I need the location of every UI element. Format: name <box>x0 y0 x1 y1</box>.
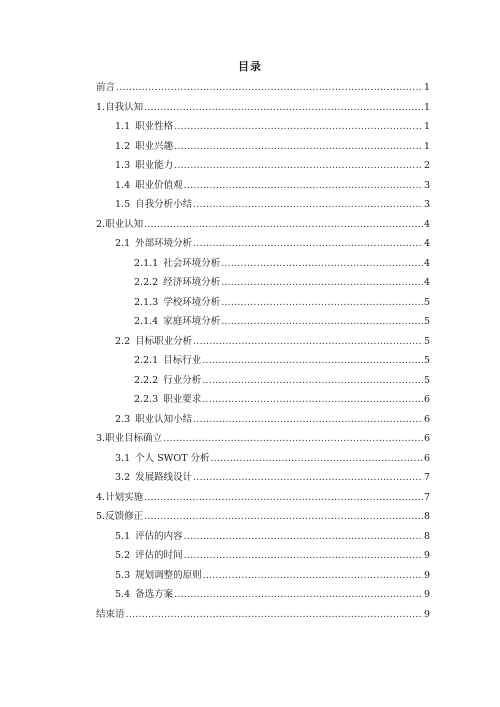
toc-entry-number: 2.3 <box>115 413 131 425</box>
toc-entry-title: 家庭环境分析 <box>163 316 221 327</box>
toc-entry[interactable] <box>96 273 430 293</box>
toc-dot-leader <box>174 117 423 137</box>
toc-entry[interactable] <box>96 156 430 176</box>
toc-entry[interactable] <box>96 429 430 449</box>
toc-dot-leader <box>202 351 423 371</box>
toc-entry-number: 3.1 <box>115 452 131 464</box>
toc-entry-number: 1.3 <box>115 160 131 171</box>
toc-entry-title: 职业能力 <box>135 160 174 171</box>
toc-entry[interactable] <box>96 410 430 430</box>
toc-entry-number: 2.2.3 <box>134 394 159 405</box>
toc-entry-title: 结束语 <box>96 608 125 620</box>
toc-entry[interactable] <box>96 351 430 371</box>
toc-entry-page: 6 <box>423 452 430 464</box>
toc-dot-leader <box>193 410 423 430</box>
toc-entry-title: 职业认知小结 <box>135 413 193 425</box>
toc-entry-title: 职业目标确立 <box>105 433 163 444</box>
toc-dot-leader <box>144 215 423 235</box>
toc-entry[interactable] <box>96 293 430 313</box>
toc-entry-number: 1.2 <box>115 140 131 152</box>
toc-entry-page: 6 <box>423 413 430 425</box>
toc-entry-title: 评估的内容 <box>135 530 183 542</box>
toc-entry[interactable] <box>96 312 430 332</box>
toc-entry-number: 5.1 <box>115 530 131 542</box>
toc-entry-page: 5 <box>423 316 430 327</box>
toc-entry-number: 4. <box>96 491 106 503</box>
toc-entry[interactable] <box>96 468 430 488</box>
toc-entry-page: 1 <box>423 101 430 113</box>
toc-entry-page: 2 <box>423 160 430 171</box>
toc-entry-title: 前言 <box>96 82 116 93</box>
toc-entry-title: 反馈修正 <box>105 511 144 522</box>
toc-entry[interactable] <box>96 254 430 274</box>
toc-entry-title: 职业要求 <box>163 394 202 405</box>
toc-entry-number: 3.2 <box>115 472 131 483</box>
toc-entry[interactable] <box>96 98 430 118</box>
toc-entry-page: 1 <box>423 140 430 152</box>
toc-dot-leader <box>193 195 423 215</box>
toc-entry-title: 社会环境分析 <box>163 257 221 269</box>
toc-entry-title: 学校环境分析 <box>163 296 221 308</box>
toc-entry-title: 经济环境分析 <box>163 277 221 288</box>
toc-entry-number: 5.3 <box>115 569 131 581</box>
toc-entry-title: 自我分析小结 <box>135 199 193 210</box>
toc-entry-page: 9 <box>423 569 430 581</box>
toc-entry-number: 1.1 <box>115 121 131 132</box>
toc-entry-number: 5. <box>96 511 106 522</box>
toc-entry-page: 8 <box>423 511 430 522</box>
toc-dot-leader <box>221 293 423 313</box>
toc-entry-number: 2.2.1 <box>134 355 159 366</box>
toc-dot-leader <box>202 371 423 391</box>
toc-entry[interactable] <box>96 215 430 235</box>
toc-entry[interactable] <box>96 117 430 137</box>
toc-dot-leader <box>202 390 423 410</box>
table-of-contents <box>96 78 430 624</box>
toc-entry-page: 1 <box>423 82 430 93</box>
toc-entry-page: 3 <box>423 199 430 210</box>
toc-entry[interactable] <box>96 527 430 547</box>
toc-entry-page: 5 <box>423 374 430 386</box>
toc-entry[interactable] <box>96 176 430 196</box>
toc-entry-page: 4 <box>423 277 430 288</box>
toc-entry-number: 2.2 <box>115 335 131 347</box>
toc-dot-leader <box>116 78 423 98</box>
toc-dot-leader <box>193 468 423 488</box>
toc-entry[interactable] <box>96 605 430 625</box>
toc-entry-number: 5.4 <box>115 589 131 600</box>
toc-entry[interactable] <box>96 507 430 527</box>
toc-entry-page: 4 <box>423 238 430 249</box>
toc-entry-number: 2.2.2 <box>134 277 159 288</box>
toc-entry-page: 5 <box>423 355 430 366</box>
toc-dot-leader <box>193 234 423 254</box>
toc-entry-title: 评估的时间 <box>135 550 183 561</box>
toc-entry-title: 目标行业 <box>163 355 202 366</box>
toc-entry[interactable] <box>96 449 430 469</box>
toc-entry-number: 5.2 <box>115 550 131 561</box>
toc-dot-leader <box>221 312 423 332</box>
toc-dot-leader <box>203 566 423 586</box>
toc-entry[interactable] <box>96 137 430 157</box>
toc-entry-title: 职业认知 <box>105 218 144 230</box>
toc-entry-title: 发展路线设计 <box>135 472 193 483</box>
toc-dot-leader <box>211 449 423 469</box>
toc-entry-page: 7 <box>423 491 430 503</box>
toc-dot-leader <box>193 332 423 352</box>
toc-dot-leader <box>126 605 423 625</box>
toc-entry[interactable] <box>96 566 430 586</box>
toc-entry[interactable] <box>96 234 430 254</box>
toc-entry-page: 5 <box>423 296 430 308</box>
toc-entry-page: 9 <box>423 589 430 600</box>
toc-entry-page: 9 <box>423 608 430 620</box>
toc-dot-leader <box>144 507 423 527</box>
toc-entry-title: 个人 SWOT 分析 <box>135 452 210 464</box>
toc-entry-title: 职业性格 <box>135 121 174 132</box>
toc-dot-leader <box>184 546 423 566</box>
toc-dot-leader <box>174 156 423 176</box>
toc-dot-leader <box>174 137 423 157</box>
toc-entry-number: 2. <box>96 218 106 230</box>
toc-entry-title: 职业兴趣 <box>135 140 174 152</box>
toc-entry[interactable] <box>96 371 430 391</box>
toc-entry[interactable] <box>96 78 430 98</box>
toc-entry-number: 2.1.3 <box>134 296 159 308</box>
toc-entry-page: 8 <box>423 530 430 542</box>
toc-entry[interactable] <box>96 488 430 508</box>
toc-entry[interactable] <box>96 546 430 566</box>
toc-dot-leader <box>184 527 423 547</box>
toc-entry-number: 2.1 <box>115 238 131 249</box>
toc-dot-leader <box>221 273 423 293</box>
toc-entry-number: 1.5 <box>115 199 131 210</box>
toc-entry-title: 计划实施 <box>105 491 144 503</box>
toc-entry-page: 3 <box>423 179 430 191</box>
toc-entry-title: 备选方案 <box>135 589 174 600</box>
toc-entry-page: 7 <box>423 472 430 483</box>
toc-entry-page: 4 <box>423 218 430 230</box>
toc-entry-page: 5 <box>423 335 430 347</box>
toc-entry-page: 6 <box>423 433 430 444</box>
toc-dot-leader <box>174 585 423 605</box>
toc-entry-number: 2.2.2 <box>134 374 159 386</box>
toc-dot-leader <box>163 429 423 449</box>
toc-entry-title: 职业价值观 <box>135 179 183 191</box>
toc-entry-page: 6 <box>423 394 430 405</box>
toc-entry-title: 目标职业分析 <box>135 335 193 347</box>
toc-entry-number: 1. <box>96 101 106 113</box>
toc-dot-leader <box>144 98 423 118</box>
toc-entry-number: 2.1.4 <box>134 316 159 327</box>
toc-entry-title: 规划调整的原则 <box>135 569 202 581</box>
toc-dot-leader <box>184 176 423 196</box>
toc-entry[interactable] <box>96 195 430 215</box>
toc-entry-title: 外部环境分析 <box>135 238 193 249</box>
toc-dot-leader <box>221 254 423 274</box>
toc-title: 目录 <box>238 60 262 73</box>
toc-dot-leader <box>144 488 423 508</box>
toc-entry-page: 9 <box>423 550 430 561</box>
toc-entry-page: 1 <box>423 121 430 132</box>
toc-entry-number: 1.4 <box>115 179 131 191</box>
toc-entry-number: 2.1.1 <box>134 257 159 269</box>
toc-entry[interactable] <box>96 585 430 605</box>
toc-entry-title: 自我认知 <box>105 101 144 113</box>
toc-entry[interactable] <box>96 332 430 352</box>
toc-entry-number: 3. <box>96 433 106 444</box>
toc-entry-title: 行业分析 <box>163 374 202 386</box>
toc-entry-page: 4 <box>423 257 430 269</box>
toc-entry[interactable] <box>96 390 430 410</box>
